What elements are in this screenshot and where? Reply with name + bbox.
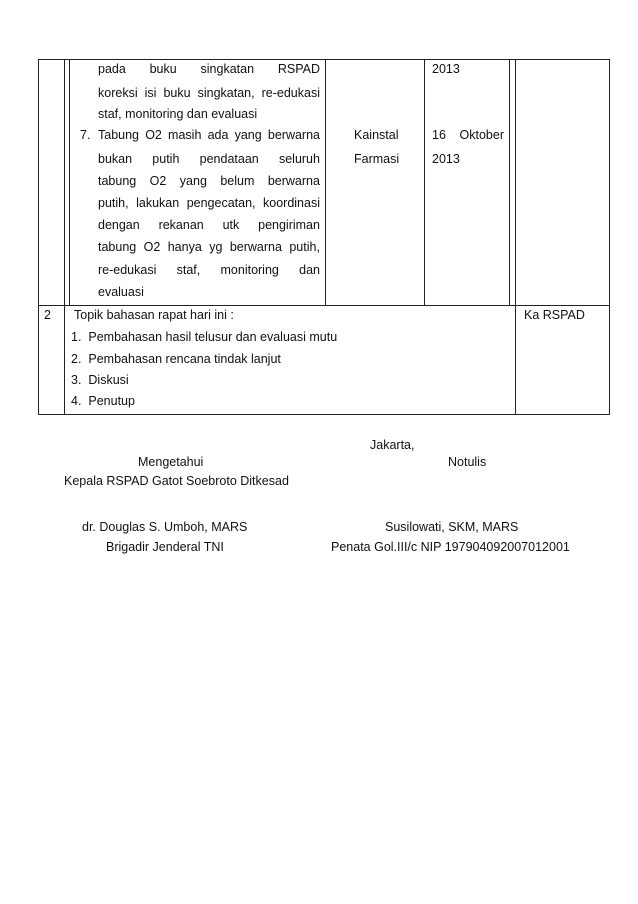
pj-farmasi: Farmasi — [354, 152, 400, 166]
list-item: 3. Diskusi — [71, 373, 129, 387]
item-7-line-2: bukan putih pendataan seluruh — [98, 152, 320, 166]
item-7-line-1: Tabung O2 masih ada yang berwarna — [98, 128, 320, 142]
table-top-border — [38, 59, 610, 60]
topic-heading: Topik bahasan rapat hari ini : — [74, 308, 234, 322]
row-divider — [38, 305, 610, 306]
item-7-line-3: tabung O2 yang belum berwarna — [98, 174, 320, 188]
col-divider-inner — [69, 59, 70, 306]
pj-kainstal: Kainstal — [354, 128, 399, 142]
list-item: 2. Pembahasan rencana tindak lanjut — [71, 352, 281, 366]
left-signature-title: Kepala RSPAD Gatot Soebroto Ditkesad — [64, 474, 289, 488]
item-7-line-6: tabung O2 hanya yg berwarna putih, — [98, 240, 320, 254]
col-divider-mark — [515, 59, 516, 415]
col-divider-date — [509, 59, 510, 306]
continuation-line-1: pada buku singkatan RSPAD — [98, 62, 320, 76]
left-signature-rank: Brigadir Jenderal TNI — [106, 540, 224, 554]
list-item: 4. Penutup — [71, 394, 135, 408]
left-signature-label: Mengetahui — [138, 455, 204, 469]
continuation-line-2: koreksi isi buku singkatan, re-edukasi — [98, 86, 320, 100]
col-divider-topic — [325, 59, 326, 306]
date-top: 2013 — [432, 62, 460, 76]
item-7-line-5: dengan rekanan utk pengiriman — [98, 218, 320, 232]
table-bottom-border — [38, 414, 610, 415]
col-divider-pj — [424, 59, 425, 306]
responsible-ka-rspad: Ka RSPAD — [524, 308, 585, 322]
left-signature-name: dr. Douglas S. Umboh, MARS — [82, 520, 248, 534]
right-signature-name: Susilowati, SKM, MARS — [385, 520, 519, 534]
date-line-2: 2013 — [432, 152, 460, 166]
table-left-border — [38, 59, 39, 415]
right-signature-label: Notulis — [448, 455, 487, 469]
date-line-1: 16 Oktober — [432, 128, 504, 142]
col-divider-number — [64, 59, 65, 415]
list-item: 1. Pembahasan hasil telusur dan evaluasi mutu — [71, 330, 338, 344]
continuation-line-3: staf, monitoring dan evaluasi — [98, 107, 258, 121]
item-7-line-4: putih, lakukan pengecatan, koordinasi — [98, 196, 320, 210]
item-7-number: 7. — [80, 128, 91, 142]
table-right-border — [609, 59, 610, 415]
signature-place: Jakarta, — [370, 438, 415, 452]
item-7-line-7: re-edukasi staf, monitoring dan — [98, 263, 320, 277]
row-number: 2 — [44, 308, 51, 322]
item-7-line-8: evaluasi — [98, 285, 144, 299]
right-signature-rank: Penata Gol.III/c NIP 197904092007012001 — [331, 540, 570, 554]
